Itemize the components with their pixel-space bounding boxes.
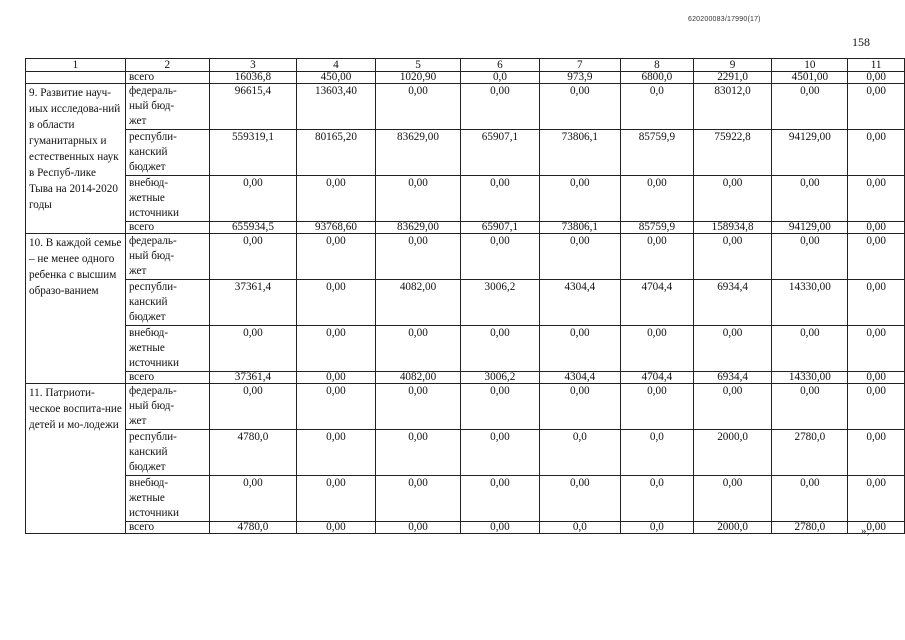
value-cell: 0,00 — [375, 430, 460, 476]
value-cell: 0,00 — [375, 522, 460, 534]
value-cell: 1020,90 — [375, 72, 460, 84]
value-cell: 0,00 — [693, 176, 772, 222]
value-cell: 0,00 — [848, 72, 905, 84]
value-cell: 0,00 — [621, 326, 694, 372]
col-header: 1 — [26, 59, 126, 72]
source-cell: федераль- ный бюд- жет — [125, 84, 209, 130]
value-cell: 2000,0 — [693, 430, 772, 476]
value-cell: 3006,2 — [461, 372, 539, 384]
value-cell: 6934,4 — [693, 280, 772, 326]
value-cell: 0,00 — [621, 384, 694, 430]
value-cell: 2780,0 — [772, 522, 848, 534]
source-cell: федераль- ный бюд- жет — [125, 384, 209, 430]
value-cell: 0,00 — [772, 476, 848, 522]
value-cell: 0,00 — [461, 430, 539, 476]
value-cell: 0,00 — [297, 372, 376, 384]
value-cell: 0,00 — [461, 176, 539, 222]
source-cell: федераль- ный бюд- жет — [125, 234, 209, 280]
value-cell: 0,00 — [539, 476, 620, 522]
table-row — [26, 84, 905, 130]
table-row — [26, 234, 905, 280]
value-cell: 0,00 — [297, 476, 376, 522]
col-header: 3 — [209, 59, 296, 72]
table-row — [26, 430, 905, 476]
value-cell: 0,00 — [848, 430, 905, 476]
value-cell: 65907,1 — [461, 130, 539, 176]
col-header: 5 — [375, 59, 460, 72]
source-cell: внебюд- жетные источники — [125, 476, 209, 522]
value-cell: 4082,00 — [375, 372, 460, 384]
value-cell: 0,00 — [209, 326, 296, 372]
value-cell: 0,00 — [693, 384, 772, 430]
value-cell: 0,0 — [621, 430, 694, 476]
col-header: 9 — [693, 59, 772, 72]
value-cell: 2000,0 — [693, 522, 772, 534]
value-cell: 85759,9 — [621, 222, 694, 234]
value-cell: 0,00 — [848, 326, 905, 372]
value-cell: 0,00 — [461, 522, 539, 534]
value-cell: 0,00 — [297, 280, 376, 326]
value-cell: 6800,0 — [621, 72, 694, 84]
table-row — [26, 176, 905, 222]
value-cell: 6934,4 — [693, 372, 772, 384]
page-number: 158 — [852, 35, 870, 49]
document-stamp: 620200083/17990(17) — [688, 16, 761, 23]
program-name-cell: 10. В каждой семье – не менее одного ребенка с высшим образо-ванием — [26, 234, 126, 384]
source-cell: всего — [125, 222, 209, 234]
value-cell: 14330,00 — [772, 372, 848, 384]
value-cell: 0,00 — [693, 234, 772, 280]
value-cell: 0,00 — [772, 384, 848, 430]
value-cell: 4704,4 — [621, 372, 694, 384]
value-cell: 37361,4 — [209, 280, 296, 326]
source-cell: внебюд- жетные источники — [125, 176, 209, 222]
value-cell: 0,00 — [621, 234, 694, 280]
value-cell: 0,00 — [375, 176, 460, 222]
value-cell: 0,00 — [297, 176, 376, 222]
value-cell: 73806,1 — [539, 130, 620, 176]
value-cell: 0,00 — [375, 234, 460, 280]
table-row — [26, 280, 905, 326]
program-cell — [26, 72, 126, 84]
col-header: 8 — [621, 59, 694, 72]
value-cell: 0,00 — [848, 176, 905, 222]
value-cell: 85759,9 — [621, 130, 694, 176]
header-row — [26, 59, 905, 72]
value-cell: 83629,00 — [375, 130, 460, 176]
source-cell: всего — [125, 372, 209, 384]
value-cell: 96615,4 — [209, 84, 296, 130]
value-cell: 655934,5 — [209, 222, 296, 234]
col-header: 2 — [125, 59, 209, 72]
value-cell: 16036,8 — [209, 72, 296, 84]
col-header: 7 — [539, 59, 620, 72]
value-cell: 0,00 — [375, 476, 460, 522]
value-cell: 0,00 — [375, 384, 460, 430]
value-cell: 0,00 — [209, 234, 296, 280]
value-cell: 0,00 — [693, 326, 772, 372]
value-cell: 83012,0 — [693, 84, 772, 130]
value-cell: 0,00 — [209, 476, 296, 522]
value-cell: 65907,1 — [461, 222, 539, 234]
value-cell: 0,0 — [539, 522, 620, 534]
value-cell: 0,00 — [848, 522, 905, 534]
value-cell: 83629,00 — [375, 222, 460, 234]
value-cell: 80165,20 — [297, 130, 376, 176]
table-row-total — [26, 372, 905, 384]
source-cell: республи- канский бюджет — [125, 280, 209, 326]
value-cell: 75922,8 — [693, 130, 772, 176]
value-cell: 0,00 — [539, 176, 620, 222]
value-cell: 4501,00 — [772, 72, 848, 84]
value-cell: 37361,4 — [209, 372, 296, 384]
value-cell: 0,00 — [461, 384, 539, 430]
value-cell: 3006,2 — [461, 280, 539, 326]
program-name-cell: 11. Патриоти-ческое воспита-ние детей и мо-лодежи — [26, 384, 126, 534]
value-cell: 4704,4 — [621, 280, 694, 326]
source-cell: республи- канский бюджет — [125, 130, 209, 176]
value-cell: 0,00 — [539, 326, 620, 372]
value-cell: 0,00 — [461, 326, 539, 372]
value-cell: 0,00 — [772, 234, 848, 280]
value-cell: 94129,00 — [772, 130, 848, 176]
table-row-total — [26, 222, 905, 234]
value-cell: 0,00 — [848, 280, 905, 326]
value-cell: 973,9 — [539, 72, 620, 84]
budget-table — [25, 58, 905, 534]
value-cell: 0,00 — [621, 176, 694, 222]
value-cell: 0,0 — [621, 84, 694, 130]
col-header: 11 — [848, 59, 905, 72]
value-cell: 4082,00 — [375, 280, 460, 326]
table-row-total — [26, 522, 905, 534]
value-cell: 0,00 — [539, 84, 620, 130]
col-header: 4 — [297, 59, 376, 72]
value-cell: 0,00 — [848, 384, 905, 430]
value-cell: 0,00 — [297, 326, 376, 372]
value-cell: 0,00 — [209, 384, 296, 430]
value-cell: 0,00 — [848, 84, 905, 130]
table-row-total — [26, 72, 905, 84]
value-cell: 93768,60 — [297, 222, 376, 234]
value-cell: 158934,8 — [693, 222, 772, 234]
value-cell: 94129,00 — [772, 222, 848, 234]
table-row — [26, 326, 905, 372]
value-cell: 0,00 — [848, 234, 905, 280]
value-cell: 0,00 — [297, 430, 376, 476]
value-cell: 0,0 — [621, 476, 694, 522]
value-cell: 0,00 — [209, 176, 296, 222]
value-cell: 4780,0 — [209, 430, 296, 476]
value-cell: 0,0 — [621, 522, 694, 534]
value-cell: 0,00 — [539, 384, 620, 430]
value-cell: 14330,00 — [772, 280, 848, 326]
value-cell: 2291,0 — [693, 72, 772, 84]
value-cell: 0,00 — [693, 476, 772, 522]
value-cell: 0,00 — [848, 372, 905, 384]
value-cell: 4304,4 — [539, 280, 620, 326]
value-cell: 0,00 — [461, 476, 539, 522]
closing-quote-mark: »; — [861, 525, 870, 537]
col-header: 6 — [461, 59, 539, 72]
value-cell: 0,00 — [461, 84, 539, 130]
source-cell: республи- канский бюджет — [125, 430, 209, 476]
value-cell: 0,00 — [461, 234, 539, 280]
source-cell: всего — [125, 72, 209, 84]
value-cell: 13603,40 — [297, 84, 376, 130]
value-cell: 0,00 — [848, 222, 905, 234]
value-cell: 0,00 — [848, 476, 905, 522]
program-name-cell: 9. Развитие науч-иых исследова-ний в области гуманитарных и естественных наук в Респуб-лике Тыва на 2014-2020 годы — [26, 84, 126, 234]
value-cell: 559319,1 — [209, 130, 296, 176]
value-cell: 0,00 — [772, 84, 848, 130]
value-cell: 0,00 — [375, 84, 460, 130]
value-cell: 0,0 — [461, 72, 539, 84]
value-cell: 0,00 — [848, 130, 905, 176]
value-cell: 2780,0 — [772, 430, 848, 476]
value-cell: 0,00 — [772, 176, 848, 222]
budget-table-body — [26, 59, 905, 534]
value-cell: 450,00 — [297, 72, 376, 84]
value-cell: 0,00 — [297, 234, 376, 280]
value-cell: 73806,1 — [539, 222, 620, 234]
value-cell: 4780,0 — [209, 522, 296, 534]
table-row — [26, 130, 905, 176]
value-cell: 0,00 — [539, 234, 620, 280]
value-cell: 0,00 — [772, 326, 848, 372]
value-cell: 0,00 — [375, 326, 460, 372]
col-header: 10 — [772, 59, 848, 72]
table-row — [26, 476, 905, 522]
source-cell: всего — [125, 522, 209, 534]
value-cell: 0,0 — [539, 430, 620, 476]
value-cell: 0,00 — [297, 522, 376, 534]
table-row — [26, 384, 905, 430]
value-cell: 0,00 — [297, 384, 376, 430]
source-cell: внебюд- жетные источники — [125, 326, 209, 372]
value-cell: 4304,4 — [539, 372, 620, 384]
